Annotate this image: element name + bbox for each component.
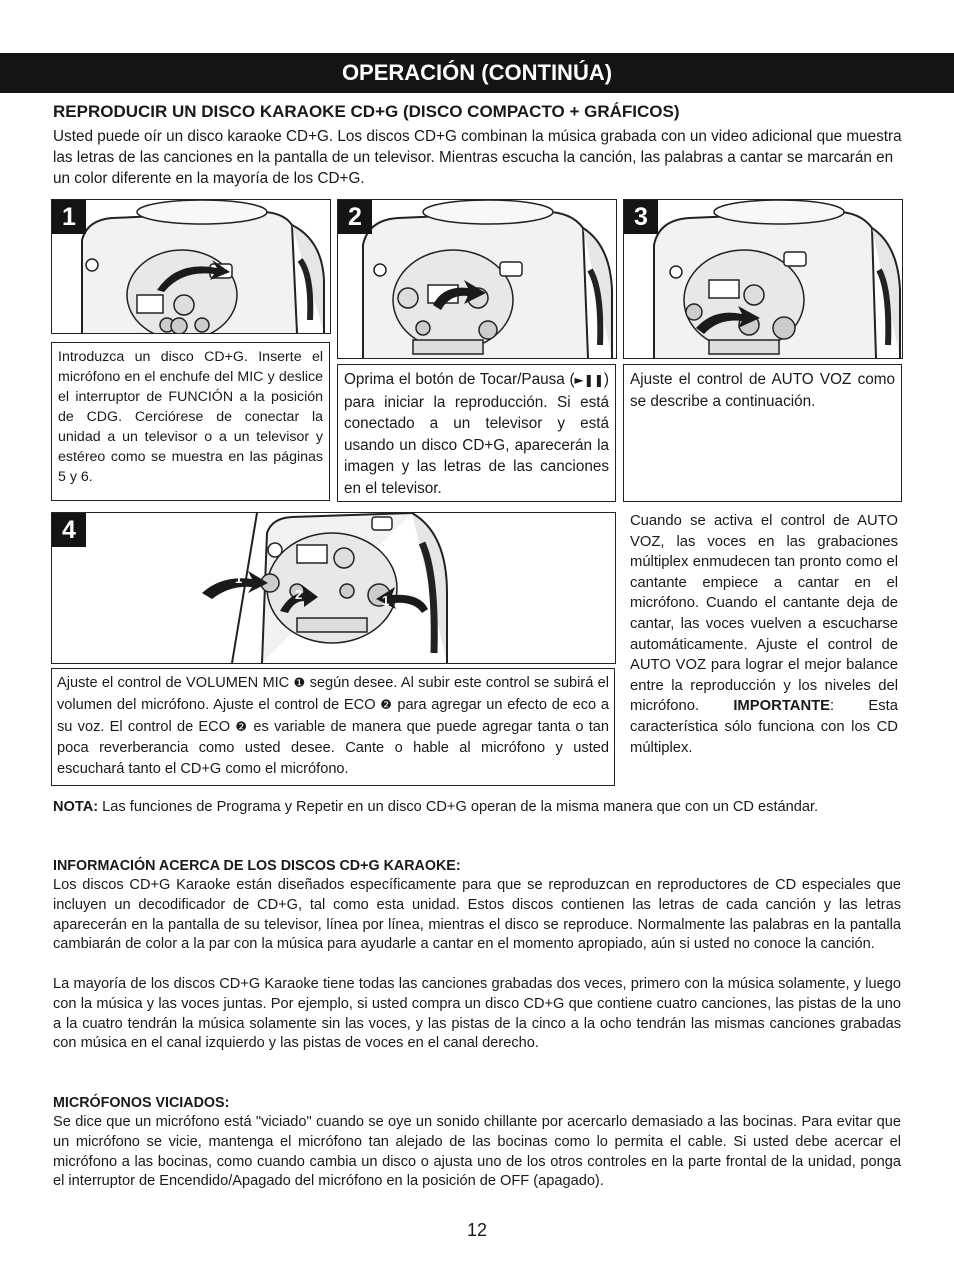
- important-text: : Esta característica sólo funciona con los CD múltiplex.: [630, 698, 898, 756]
- info-paragraph-1: Los discos CD+G Karaoke están diseñados específicamente para que se reproduzcan en reproductores de CD especiales que incluyen un decodificador de CD+G, tal como esta unidad. Estos discos contienen las letras de cada canción y las letras aparecerán en la pantalla de su televisor, línea por línea, mientras el disco se reproduce. Normalmente las palabras en la pantalla cambiarán de color a la par con la música para ayudarle a cantar en el momento apropiado, aún si usted no conoce la canción.: [53, 877, 901, 953]
- note-text: Las funciones de Programa y Repetir en un disco CD+G operan de la misma manera que con un CD estándar.: [98, 799, 819, 815]
- karaoke-unit-drawing: [52, 513, 615, 663]
- step-4-illustration: [51, 512, 616, 664]
- step-3-number: 3: [624, 200, 658, 234]
- step-1-number: 1: [52, 200, 86, 234]
- step-2-caption-post: ) para iniciar la reproducción. Si está conectado a un televisor y está usando un disco CD+G, aparecerán la imagen y las letras de las canciones en el televisor.: [344, 371, 609, 497]
- step-4-caption-part: Ajuste el control de VOLUMEN MIC: [57, 675, 294, 691]
- mic-paragraph: Se dice que un micrófono está "viciado" cuando se oye un sonido chillante por acercarlo demasiado a las bocinas. Para evitar que un micrófono se vicie, mantenga el micrófono tan alejado de las bocinas como lo permita el cable. Si usted debe acercar el micrófono a las bocinas, como cuando cambia un disco o ajusta uno de los otros controles en la parte frontal de la unidad, ponga el interruptor de Encendido/Apagado del micrófono en la posición de OFF (apagado).: [53, 1114, 901, 1190]
- play-pause-icon: ►❚❚: [574, 373, 604, 387]
- callout-2: 2: [295, 587, 303, 602]
- info-heading: INFORMACIÓN ACERCA DE LOS DISCOS CD+G KARAOKE:: [53, 858, 461, 874]
- step-4-caption-part: según desee. Al subir este control se subirá el volumen del micrófono. Ajuste el control de ECO: [57, 675, 610, 713]
- step-2-caption-pre: Oprima el botón de Tocar/Pausa (: [344, 371, 575, 388]
- step-2-number: 2: [338, 200, 372, 234]
- step-4-number: 4: [52, 513, 86, 547]
- info-paragraph-2: La mayoría de los discos CD+G Karaoke tiene todas las canciones grabadas dos veces, primero con la música solamente, y luego con la música y las voces juntas. Por ejemplo, si usted compra un disco CD+G que contiene cuatro canciones, las pistas de la uno a la cuatro tendrán la música solamente sin las voces, y las pistas de la cinco a la ocho tendrán las mismas canciones grabadas con música en el canal izquierdo y las pistas de voces en el canal derecho.: [53, 976, 901, 1052]
- step-3-illustration: [623, 199, 903, 359]
- important-label: IMPORTANTE: [733, 698, 831, 715]
- step-2-caption: [337, 364, 616, 502]
- auto-voice-description: [630, 511, 898, 758]
- mic-heading: MICRÓFONOS VICIADOS:: [53, 1095, 230, 1111]
- intro-paragraph: Usted puede oír un disco karaoke CD+G. Los discos CD+G combinan la música grabada con un video adicional que muestra las letras de las canciones en la pantalla de un televisor. Mientras escucha la canción, las palabras a cantar se marcarán en un color diferente en la mayoría de los CD+G.: [53, 128, 902, 187]
- badge-2: ❷: [235, 719, 249, 734]
- step-1-caption: Introduzca un disco CD+G. Inserte el micrófono en el enchufe del MIC y deslice el interruptor de FUNCIÓN a la posición de CDG. Cerciórese de conectar la unidad a un televisor o a un televisor y estéreo como se muestra en las páginas 5 y 6.: [51, 342, 330, 501]
- section-title: REPRODUCIR UN DISCO KARAOKE CD+G (DISCO COMPACTO + GRÁFICOS): [53, 102, 680, 121]
- page-header: OPERACIÓN (CONTINÚA): [0, 53, 954, 93]
- step-4-caption-part: para agregar un efecto de eco a su voz. El control de ECO: [57, 697, 610, 735]
- badge-2: ❷: [380, 697, 393, 712]
- callout-1-right: 1: [382, 593, 390, 608]
- note-paragraph: [53, 797, 901, 817]
- auto-voice-text: Cuando se activa el control de AUTO VOZ, las voces en las grabaciones múltiplex enmudecen tan pronto como el cantante empiece a cantar en el micrófono. Cuando el cantante deja de cantar, las voces vuelven a escucharse automáticamente. Ajuste el control de AUTO VOZ para lograr el mejor balance entre la reproducción y los niveles del micrófono.: [630, 513, 898, 715]
- step-1-illustration: [51, 199, 331, 334]
- callout-1-left: 1: [235, 571, 243, 586]
- step-3-caption: Ajuste el control de AUTO VOZ como se describe a continuación.: [623, 364, 902, 502]
- step-2-illustration: [337, 199, 617, 359]
- step-4-caption-part: es variable de manera que puede agregar tanta o tan poca reverberancia como usted desee. Cante o hable al micrófono y usted escuchará tanto el CD+G como el micrófono.: [57, 719, 609, 777]
- page-number: 12: [466, 1220, 488, 1240]
- karaoke-unit-drawing: [624, 200, 902, 358]
- badge-1: ❶: [293, 675, 306, 690]
- step-4-caption: [51, 668, 615, 786]
- karaoke-unit-drawing: [52, 200, 330, 333]
- note-label: NOTA:: [53, 799, 99, 815]
- karaoke-unit-drawing: [338, 200, 616, 358]
